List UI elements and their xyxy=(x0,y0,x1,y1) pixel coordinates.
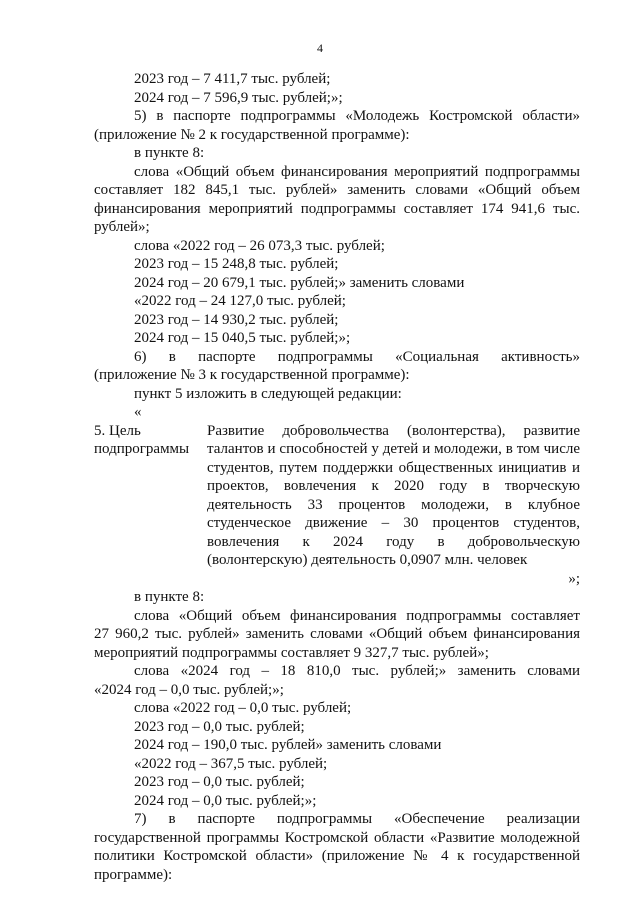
text-line: «2022 год – 24 127,0 тыс. рублей; xyxy=(134,293,346,309)
text-line: 2023 год – 0,0 тыс. рублей; xyxy=(134,774,305,790)
close-quote: »; xyxy=(568,570,580,587)
text-line: мероприятий подпрограммы составляет 9 327,7 тыс. рублей»; xyxy=(94,644,489,661)
table-label: подпрограммы xyxy=(94,441,190,457)
text-line: 2024 год – 0,0 тыс. рублей;»; xyxy=(134,792,317,809)
text-line: составляет 182 845,1 тыс. рублей» заменить словами «Общий объем xyxy=(94,182,580,198)
text-line: 2023 год – 15 248,8 тыс. рублей; xyxy=(134,256,339,272)
text-line: слова «2022 год – 0,0 тыс. рублей; xyxy=(134,700,352,716)
table-text-line: студентов, путем поддержки общественных инициатив и xyxy=(207,459,580,476)
text-line: слова «Общий объем финансирования мероприятий подпрограммы xyxy=(134,163,580,180)
text-line: в пункте 8: xyxy=(134,589,205,605)
text-line: 2023 год – 14 930,2 тыс. рублей; xyxy=(134,311,339,328)
text-line: 2024 год – 7 596,9 тыс. рублей;»; xyxy=(134,89,343,106)
text-line: слова «2024 год – 18 810,0 тыс. рублей;» заменить словами xyxy=(134,663,580,679)
text-line: финансирования мероприятий подпрограммы составляет 174 941,6 тыс. xyxy=(94,200,580,217)
table-row xyxy=(94,551,580,570)
text-line: 2024 год – 15 040,5 тыс. рублей;»; xyxy=(134,330,351,346)
text-line: государственной программы Костромской области «Развитие молодежной xyxy=(94,829,580,846)
text-line: политики Костромской области» (приложение № 4 к государственной xyxy=(94,848,580,864)
text-line: 2024 год – 20 679,1 тыс. рублей;» заменить словами xyxy=(134,274,465,291)
table-text-line: Развитие добровольчества (волонтерства), развитие xyxy=(207,422,580,439)
text-line: 2023 год – 7 411,7 тыс. рублей; xyxy=(134,71,331,87)
table-row xyxy=(94,477,580,496)
text-line: «2024 год – 0,0 тыс. рублей;»; xyxy=(94,681,284,698)
table-row xyxy=(94,422,580,441)
text-line: слова «2022 год – 26 073,3 тыс. рублей; xyxy=(134,237,385,254)
text-line: в пункте 8: xyxy=(134,145,205,161)
text-line: программе): xyxy=(94,866,173,883)
text-line: слова «Общий объем финансирования подпрограммы составляет xyxy=(134,607,580,624)
table-text-line: деятельность 33 процентов молодежи, в клубное xyxy=(207,496,580,513)
table-label: 5. Цель xyxy=(94,422,141,439)
table-text-line: вовлечения к 2024 году в добровольческую xyxy=(207,533,580,550)
table-text-line: студенческое движение – 30 процентов студентов, xyxy=(207,515,580,531)
text-line: 6) в паспорте подпрограммы «Социальная активность» xyxy=(134,348,580,365)
table-row xyxy=(94,533,580,552)
text-line: (приложение № 2 к государственной программе): xyxy=(94,126,410,143)
text-line: 2024 год – 190,0 тыс. рублей» заменить словами xyxy=(134,737,442,753)
text-line: рублей»; xyxy=(94,219,150,235)
text-line: 5) в паспорте подпрограммы «Молодежь Костромской области» xyxy=(134,108,580,124)
open-quote: « xyxy=(134,404,142,420)
text-line: пункт 5 изложить в следующей редакции: xyxy=(134,385,402,402)
text-line: 7) в паспорте подпрограммы «Обеспечение реализации xyxy=(134,811,580,827)
table-text-line: проектов, вовлечения к 2020 году в творческую xyxy=(207,478,580,494)
table-text-line: (волонтерскую) деятельность 0,0907 млн. человек xyxy=(207,552,528,568)
text-line: «2022 год – 367,5 тыс. рублей; xyxy=(134,755,328,772)
text-line: 27 960,2 тыс. рублей» заменить словами «Общий объем финансирования xyxy=(94,626,580,642)
table-row xyxy=(94,496,580,515)
table-text-line: талантов и способностей у детей и молодежи, в том числе xyxy=(207,441,580,457)
document-body xyxy=(94,70,580,884)
table-row xyxy=(94,440,580,459)
table-row xyxy=(94,459,580,478)
text-line: 2023 год – 0,0 тыс. рублей; xyxy=(134,718,305,735)
text-line: (приложение № 3 к государственной программе): xyxy=(94,367,410,383)
page-number: 4 xyxy=(317,41,323,55)
table-row xyxy=(94,514,580,533)
